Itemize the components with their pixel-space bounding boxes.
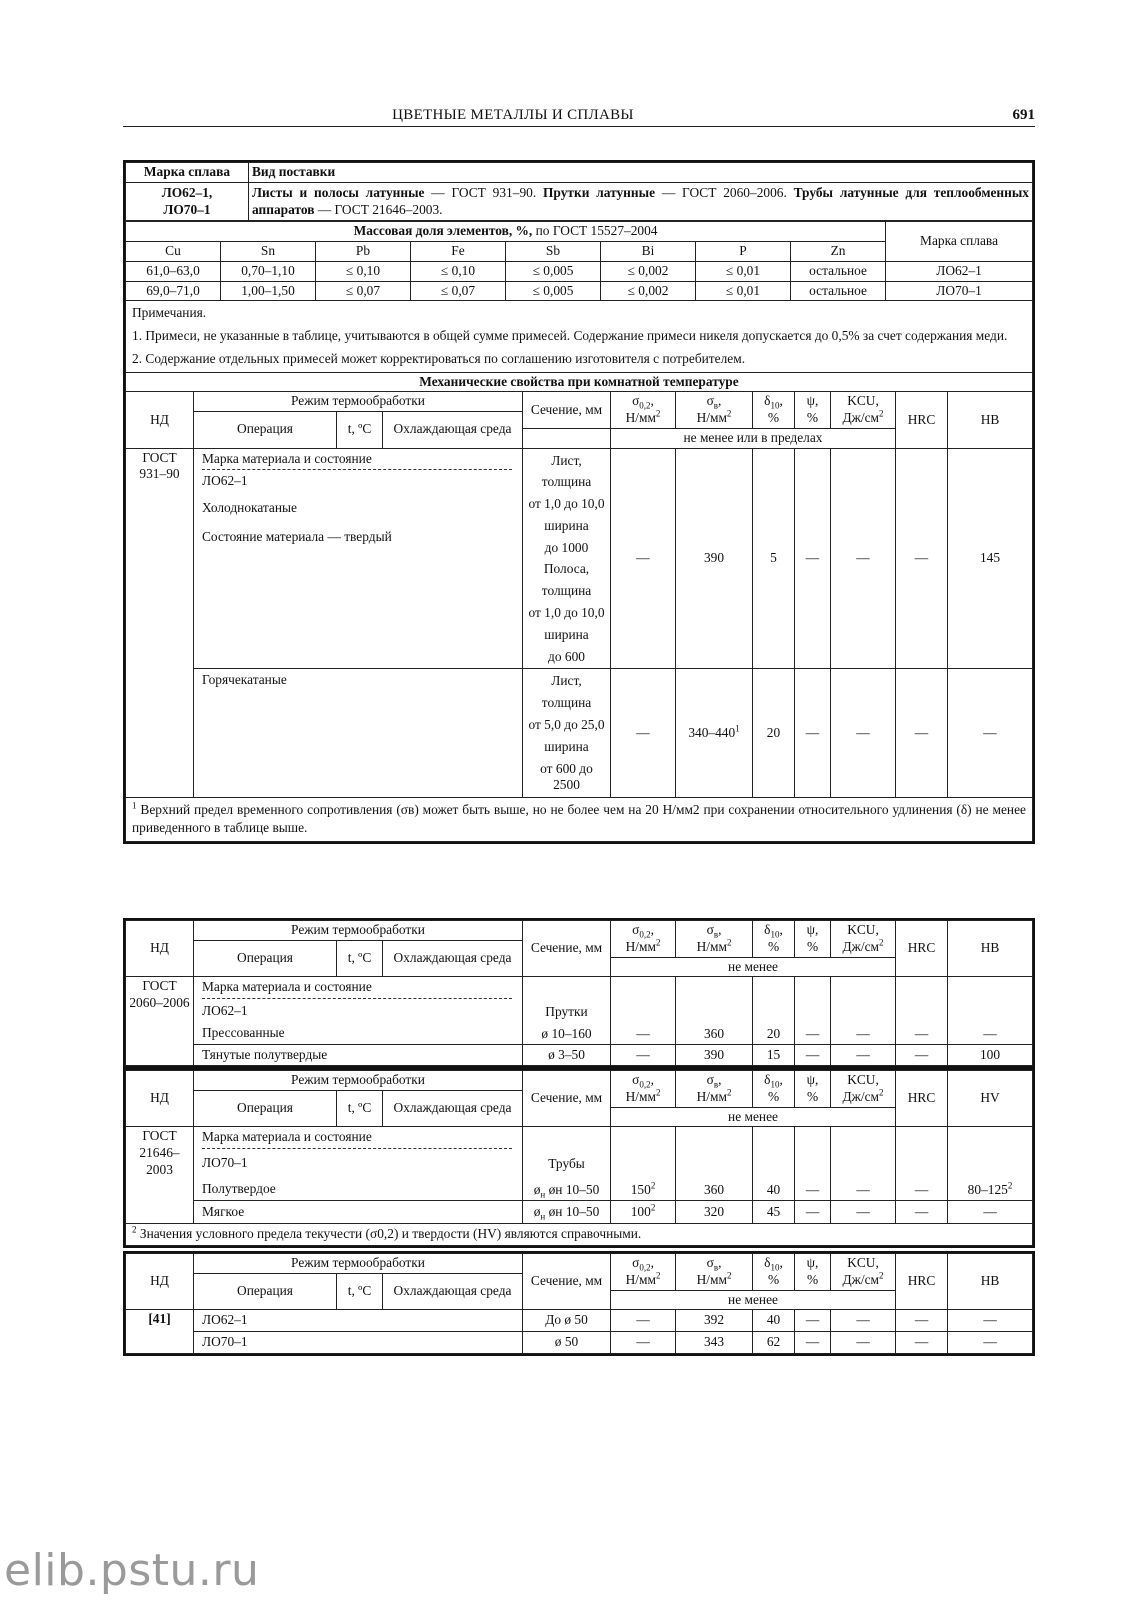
col-kcu: KCU, $Дж/см^2$ <box>831 921 896 958</box>
cell: — <box>795 1044 831 1066</box>
cell: — <box>795 1332 831 1354</box>
cell: 5 <box>753 448 795 669</box>
col-hrc: HRC <box>896 1071 948 1127</box>
cell: — <box>948 1200 1033 1224</box>
grade: ЛО62–1 <box>202 473 248 489</box>
element-bi: Bi <box>601 242 696 262</box>
section-bars: Прутки ø 10–160 <box>523 977 611 1044</box>
col-cooling: Охлаждающая среда <box>383 412 523 449</box>
col-d10: $\delta_{10}$, % <box>753 392 795 429</box>
cell: — <box>795 1200 831 1224</box>
cell: 20 <box>753 669 795 797</box>
cell: — <box>896 977 948 1044</box>
col-s02: $\sigma_{0,2}$, $Н/мм^2$ <box>611 392 676 429</box>
cell: $ø_н$ øн 10–50 <box>523 1200 611 1224</box>
cell: — <box>611 1310 676 1332</box>
col-kcu: KCU, $Дж/см^2$ <box>831 1254 896 1291</box>
cell: — <box>795 977 831 1044</box>
cell: До ø 50 <box>523 1310 611 1332</box>
col-hrc: HRC <box>896 392 948 448</box>
col-s02: $\sigma_{0,2}$, $Н/мм^2$ <box>611 921 676 958</box>
cell: — <box>896 1310 948 1332</box>
cell: — <box>831 977 896 1044</box>
state-drawn: Тянутые полутвердые <box>194 1044 523 1066</box>
cell: ≤ 0,002 <box>601 281 696 301</box>
col-hb: НВ <box>948 921 1033 977</box>
col-operation: Операция <box>194 1090 337 1127</box>
col-psi: ψ, % <box>795 392 831 429</box>
note-1: 1. Примеси, не указанные в таблице, учитываются в общей сумме примесей. Содержание примеси никеля допускается до 0,5% за счет содержания меди. <box>132 328 1008 344</box>
cell: ≤ 0,005 <box>506 281 601 301</box>
cell: 343 <box>676 1332 753 1354</box>
col-section: Сечение, мм <box>523 1254 611 1310</box>
cell: — <box>611 977 676 1044</box>
cell: — <box>611 669 676 797</box>
state-cold-rolled: Холоднокатаные <box>202 500 297 516</box>
cell: ЛО70–1 <box>194 1332 523 1354</box>
alloy-grades: ЛО62–1, ЛО70–1 <box>126 182 249 221</box>
cell: $100^2$ <box>611 1200 676 1224</box>
cell: 61,0–63,0 <box>126 261 221 281</box>
footnote-2: $^2$ Значения условного предела текучести (σ0,2) и твердости (HV) являются справочными. <box>126 1224 1033 1246</box>
notes <box>126 301 1033 372</box>
cell: ≤ 0,07 <box>316 281 411 301</box>
col-min-or-range: не менее или в пределах <box>611 428 896 448</box>
col-nd: НД <box>126 1254 194 1310</box>
cell: — <box>795 1127 831 1200</box>
col-operation: Операция <box>194 412 337 449</box>
col-d10: $\delta_{10}$, % <box>753 921 795 958</box>
col-section: Сечение, мм <box>523 921 611 977</box>
cell: — <box>611 1332 676 1354</box>
cell: — <box>896 669 948 797</box>
col-hrc: HRC <box>896 1254 948 1310</box>
notes-title: Примечания. <box>132 305 207 321</box>
cell: — <box>831 669 896 797</box>
section-tubes: Трубы $ø_н$ øн 10–50 <box>523 1127 611 1200</box>
col-d10: $\delta_{10}$, % <box>753 1254 795 1291</box>
cell: — <box>896 1332 948 1354</box>
material-state <box>194 977 523 1044</box>
cell: 40 <box>753 1127 795 1200</box>
col-psi: ψ, % <box>795 921 831 958</box>
col-mode: Режим термообработки <box>194 392 523 412</box>
cell: ≤ 0,10 <box>411 261 506 281</box>
col-sv: $\sigma_в$, $Н/мм^2$ <box>676 921 753 958</box>
composition-grade-col: Марка сплава <box>886 222 1033 262</box>
nd-gost-21646: ГОСТ 21646–2003 <box>126 1127 194 1224</box>
col-d10: $\delta_{10}$, % <box>753 1071 795 1108</box>
grade: ЛО70–1 <box>202 1155 248 1170</box>
cell: — <box>896 1044 948 1066</box>
col-mode: Режим термообработки <box>194 1254 523 1274</box>
cell: — <box>611 448 676 669</box>
col-temp: t, ºС <box>337 1090 383 1127</box>
cell: ≤ 0,07 <box>411 281 506 301</box>
cell: — <box>948 1332 1033 1354</box>
footnote-1: $^1$ Верхний предел временного сопротивления (σв) может быть выше, но не более чем на 20 Н/мм2 при сохранении относительного удлинения (δ) не менее приведенного в таблице выше. <box>126 797 1033 842</box>
cell: ЛО62–1 <box>194 1310 523 1332</box>
col-min: не менее <box>611 1107 896 1127</box>
col-s02: $\sigma_{0,2}$, $Н/мм^2$ <box>611 1071 676 1108</box>
material-head: Марка материала и состояние <box>202 451 512 471</box>
cell: — <box>831 1127 896 1200</box>
reference-41: [41] <box>126 1310 194 1354</box>
col-kcu: KCU, $Дж/см^2$ <box>831 1071 896 1108</box>
cell: — <box>611 1044 676 1066</box>
page-number: 691 <box>1012 107 1035 123</box>
col-section: Сечение, мм <box>523 1071 611 1127</box>
state-hard: Состояние материала — твердый <box>202 528 392 544</box>
col-section: Сечение, мм <box>523 392 611 429</box>
cell: — <box>948 1310 1033 1332</box>
col-temp: t, ºС <box>337 412 383 449</box>
cell: — <box>948 669 1033 797</box>
col-sv: $\sigma_в$, $Н/мм^2$ <box>676 392 753 429</box>
cell: 20 <box>753 977 795 1044</box>
composition-table <box>125 221 1033 371</box>
cell: — <box>831 1044 896 1066</box>
material-head: Марка материала и состояние <box>202 979 512 999</box>
cell: — <box>831 1332 896 1354</box>
cell: ≤ 0,005 <box>506 261 601 281</box>
element-zn: Zn <box>791 242 886 262</box>
mech-table-1 <box>125 372 1033 843</box>
nd-gost-2060: ГОСТ 2060–2006 <box>126 977 194 1066</box>
cell: — <box>831 448 896 669</box>
table-row <box>126 281 1033 301</box>
cell: 1,00–1,50 <box>221 281 316 301</box>
cell: ЛО70–1 <box>886 281 1033 301</box>
cell: ЛО62–1 <box>886 261 1033 281</box>
cell: — <box>795 669 831 797</box>
material-state <box>194 1127 523 1200</box>
cell: $80-125^2$ <box>948 1127 1033 1200</box>
mech-table-4 <box>123 1251 1035 1356</box>
col-cooling: Охлаждающая среда <box>383 1273 523 1310</box>
state-hot-rolled: Горячекатаные <box>194 669 523 797</box>
cell: — <box>896 448 948 669</box>
cell: остальное <box>791 261 886 281</box>
mech-table-2 <box>123 918 1035 1068</box>
col-temp: t, ºС <box>337 940 383 977</box>
cell: 360 <box>676 977 753 1044</box>
col-min: не менее <box>611 1290 896 1310</box>
table-row <box>126 1310 1033 1332</box>
cell: ø 50 <box>523 1332 611 1354</box>
cell: ≤ 0,10 <box>316 261 411 281</box>
cell: 40 <box>753 1310 795 1332</box>
cell: 360 <box>676 1127 753 1200</box>
element-cu: Cu <box>126 242 221 262</box>
cell: 100 <box>948 1044 1033 1066</box>
col-operation: Операция <box>194 940 337 977</box>
col-temp: t, ºС <box>337 1273 383 1310</box>
cell: 392 <box>676 1310 753 1332</box>
col-mode: Режим термообработки <box>194 1071 523 1091</box>
col-mode: Режим термообработки <box>194 921 523 941</box>
col-nd: НД <box>126 392 194 448</box>
state-pressed: Прессованные <box>202 1024 285 1040</box>
cell: 15 <box>753 1044 795 1066</box>
cell: — <box>896 1200 948 1224</box>
material-head: Марка материала и состояние <box>202 1129 512 1149</box>
table-row <box>126 1332 1033 1354</box>
element-pb: Pb <box>316 242 411 262</box>
cell: 45 <box>753 1200 795 1224</box>
alloy-table-main <box>123 160 1035 844</box>
supply-description: Листы и полосы латунные — ГОСТ 931–90. Прутки латунные — ГОСТ 2060–2006. Трубы латунные для теплообменных аппаратов — ГОСТ 21646–2003. <box>249 182 1033 221</box>
supply-header: Вид поставки <box>249 163 1033 183</box>
col-nd: НД <box>126 921 194 977</box>
mech-title: Механические свойства при комнатной температуре <box>126 372 1033 392</box>
section-cold: Лист, толщина от 1,0 до 10,0 ширина до 1000 Полоса, толщина от 1,0 до 10,0 ширина до 600 <box>523 448 611 669</box>
cell: $340-440^1$ <box>676 669 753 797</box>
cell: ≤ 0,01 <box>696 281 791 301</box>
cell: $150^2$ <box>611 1127 676 1200</box>
cell: — <box>795 448 831 669</box>
state-soft: Мягкое <box>194 1200 523 1224</box>
col-sv: $\sigma_в$, $Н/мм^2$ <box>676 1254 753 1291</box>
cell: ≤ 0,002 <box>601 261 696 281</box>
source-watermark: elib.pstu.ru <box>4 1545 260 1596</box>
cell: 0,70–1,10 <box>221 261 316 281</box>
composition-title: Массовая доля элементов, %, по ГОСТ 15527–2004 <box>126 222 886 242</box>
note-2: 2. Содержание отдельных примесей может корректироваться по соглашению изготовителя с потребителем. <box>132 350 746 366</box>
cell: 145 <box>948 448 1033 669</box>
cell: ≤ 0,01 <box>696 261 791 281</box>
cell: 320 <box>676 1200 753 1224</box>
cell: 62 <box>753 1332 795 1354</box>
cell: — <box>948 977 1033 1044</box>
cell: 390 <box>676 448 753 669</box>
col-s02: $\sigma_{0,2}$, $Н/мм^2$ <box>611 1254 676 1291</box>
material-state <box>194 448 523 669</box>
header-rule <box>123 126 1035 127</box>
col-psi: ψ, % <box>795 1071 831 1108</box>
element-p: P <box>696 242 791 262</box>
col-hb: НВ <box>948 1254 1033 1310</box>
cell: — <box>795 1310 831 1332</box>
section-hot: Лист, толщина от 5,0 до 25,0 ширина от 600 до 2500 <box>523 669 611 797</box>
cell: — <box>896 1127 948 1200</box>
element-fe: Fe <box>411 242 506 262</box>
col-psi: ψ, % <box>795 1254 831 1291</box>
table-row <box>126 261 1033 281</box>
cell: 69,0–71,0 <box>126 281 221 301</box>
supply-table <box>125 162 1033 221</box>
col-hv: HV <box>948 1071 1033 1127</box>
nd-gost-931: ГОСТ 931–90 <box>126 448 194 797</box>
col-kcu: KCU, $Дж/см^2$ <box>831 392 896 429</box>
element-sb: Sb <box>506 242 601 262</box>
element-sn: Sn <box>221 242 316 262</box>
cell: 390 <box>676 1044 753 1066</box>
col-min: не менее <box>611 957 896 977</box>
cell: — <box>831 1310 896 1332</box>
state-half-hard: Полутвердое <box>202 1180 276 1196</box>
col-hrc: HRC <box>896 921 948 977</box>
col-nd: НД <box>126 1071 194 1127</box>
grade-header: Марка сплава <box>126 163 249 183</box>
col-cooling: Охлаждающая среда <box>383 940 523 977</box>
col-cooling: Охлаждающая среда <box>383 1090 523 1127</box>
col-hb: НВ <box>948 392 1033 448</box>
mech-table-3 <box>123 1068 1035 1248</box>
grade: ЛО62–1 <box>202 1003 248 1018</box>
cell: ø 3–50 <box>523 1044 611 1066</box>
cell: остальное <box>791 281 886 301</box>
col-operation: Операция <box>194 1273 337 1310</box>
running-header-title: ЦВЕТНЫЕ МЕТАЛЛЫ И СПЛАВЫ <box>392 107 634 123</box>
col-sv: $\sigma_в$, $Н/мм^2$ <box>676 1071 753 1108</box>
cell: — <box>831 1200 896 1224</box>
